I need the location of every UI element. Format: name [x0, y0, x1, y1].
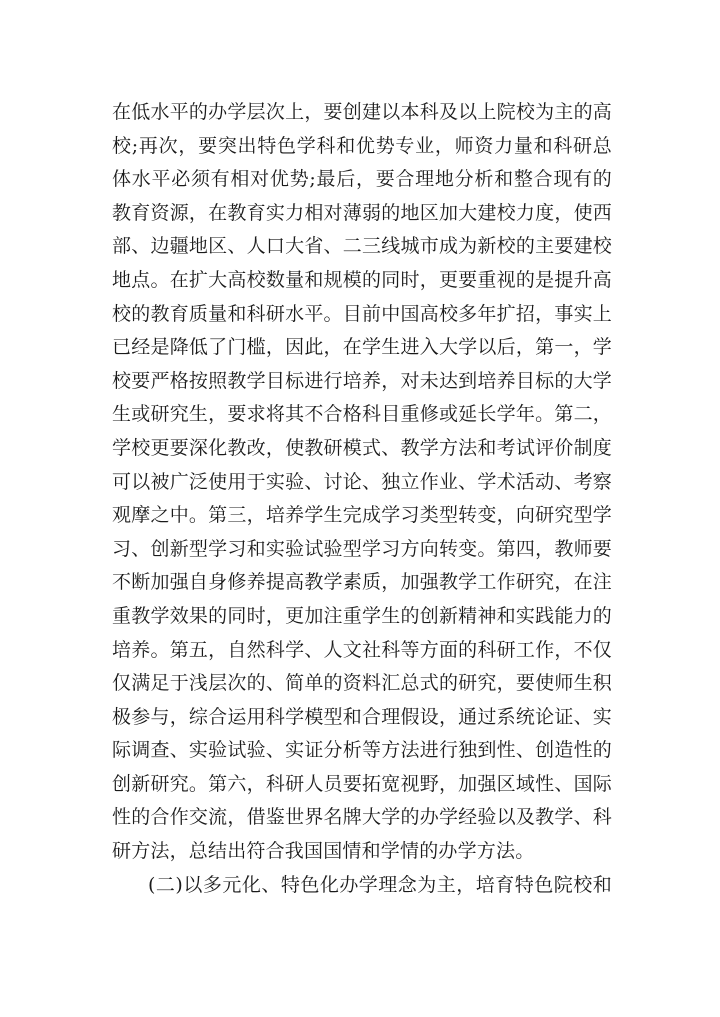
text-line: 生或研究生，要求将其不合格科目重修或延长学年。第二，: [112, 403, 612, 426]
text-line: 教育资源，在教育实力相对薄弱的地区加大建校力度，使西: [112, 201, 612, 224]
text-line: 习、创新型学习和实验试验型学习方向转变。第四，教师要: [112, 537, 612, 560]
text-line: 极参与，综合运用科学模型和合理假设，通过系统论证、实: [112, 705, 612, 728]
text-line: 体水平必须有相对优势;最后，要合理地分析和整合现有的: [112, 168, 612, 191]
paragraph-end-line: 研方法，总结出符合我国国情和学情的办学方法。: [112, 840, 535, 863]
text-line: 创新研究。第六，科研人员要拓宽视野，加强区域性、国际: [112, 772, 612, 795]
text-line: 校的教育质量和科研水平。目前中国高校多年扩招，事实上: [112, 302, 612, 325]
text-line: 际调查、实验试验、实证分析等方法进行独到性、创造性的: [112, 739, 612, 762]
section-heading-line: (二)以多元化、特色化办学理念为主，培育特色院校和: [148, 873, 612, 896]
text-line: 重教学效果的同时，更加注重学生的创新精神和实践能力的: [112, 604, 612, 627]
text-line: 学校更要深化教改，使教研模式、教学方法和考试评价制度: [112, 436, 612, 459]
text-line: 已经是降低了门槛，因此，在学生进入大学以后，第一，学: [112, 336, 612, 359]
text-line: 性的合作交流，借鉴世界名牌大学的办学经验以及教学、科: [112, 806, 612, 829]
text-line: 仅满足于浅层次的、简单的资料汇总式的研究，要使师生积: [112, 672, 612, 695]
text-line: 部、边疆地区、人口大省、二三线城市成为新校的主要建校: [112, 235, 612, 258]
text-line: 可以被广泛使用于实验、讨论、独立作业、学术活动、考察: [112, 470, 612, 493]
text-line: 不断加强自身修养提高教学素质，加强教学工作研究，在注: [112, 571, 612, 594]
text-line: 校;再次，要突出特色学科和优势专业，师资力量和科研总: [112, 134, 612, 157]
text-line: 在低水平的办学层次上，要创建以本科及以上院校为主的高: [112, 101, 612, 123]
text-line: 培养。第五，自然科学、人文社科等方面的科研工作，不仅: [112, 638, 612, 661]
text-line: 地点。在扩大高校数量和规模的同时，更要重视的是提升高: [112, 268, 612, 291]
text-line: 观摩之中。第三，培养学生完成学习类型转变，向研究型学: [112, 504, 612, 527]
body-text: [112, 96, 612, 902]
text-line: 校要严格按照教学目标进行培养，对未达到培养目标的大学: [112, 369, 612, 392]
